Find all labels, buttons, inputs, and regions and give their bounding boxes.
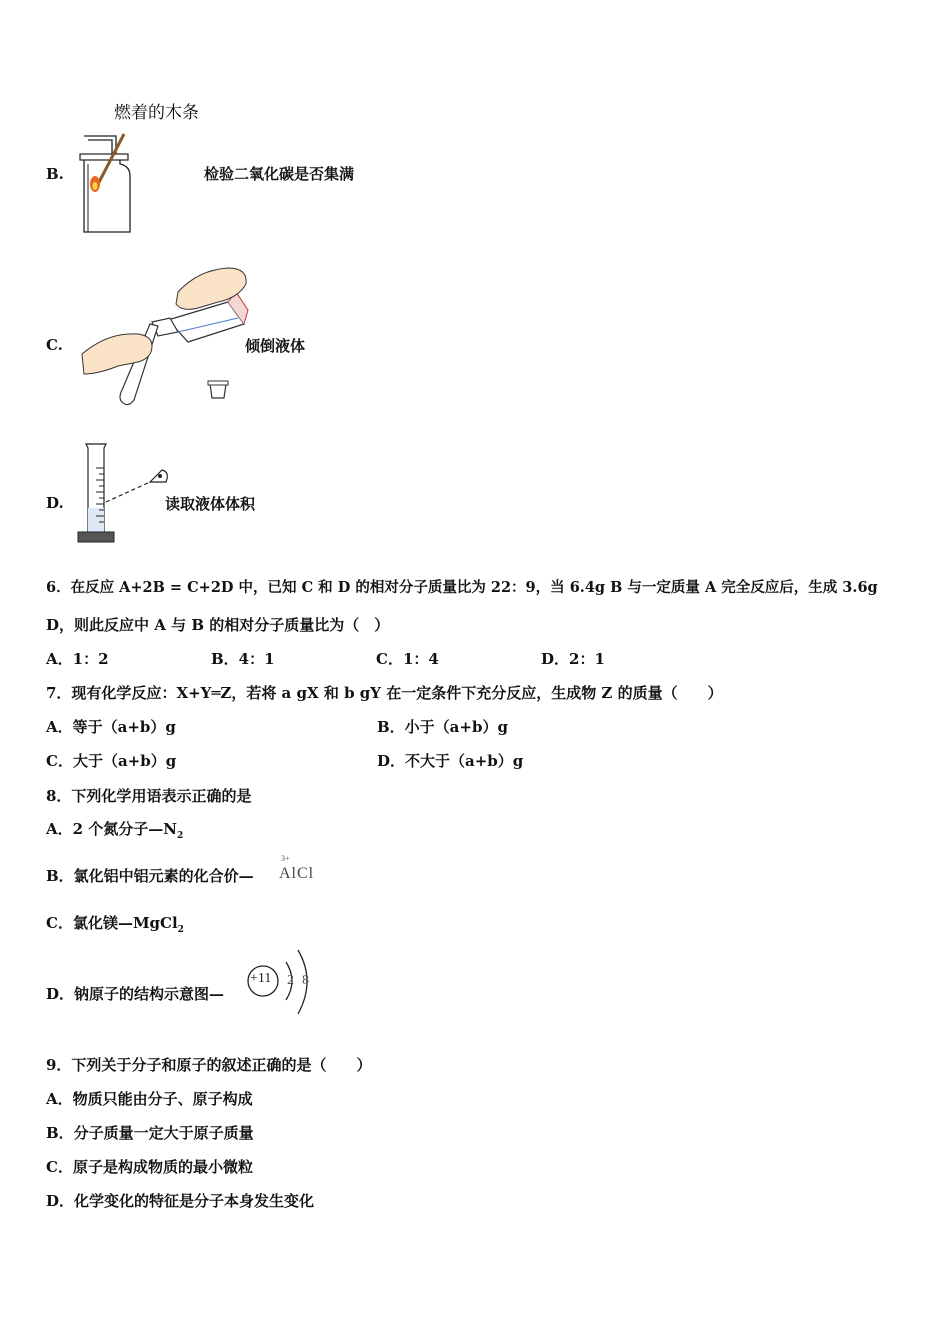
q9-option-c: C．原子是构成物质的最小微粒 — [46, 1158, 253, 1176]
q8-option-c — [46, 913, 184, 940]
sodium-nucleus-charge: +11 — [250, 971, 272, 986]
option-c-text: 倾倒液体 — [245, 337, 306, 355]
graduated-cylinder-illustration — [76, 438, 176, 548]
q8-stem: 8．下列化学用语表示正确的是 — [46, 787, 252, 805]
pouring-liquid-illustration — [78, 262, 253, 410]
q6-stem-line2: D，则此反应中 A 与 B 的相对分子质量比为（ ） — [46, 616, 390, 634]
q6-option-c: C．1：4 — [376, 650, 439, 668]
q8-option-c-text: C．氯化镁—MgCl — [46, 914, 178, 932]
q9-option-a: A．物质只能由分子、原子构成 — [46, 1090, 253, 1108]
q8-option-a-subscript: 2 — [177, 831, 184, 841]
q8-option-b: B．氯化铝中铝元素的化合价— — [46, 867, 254, 885]
q7-option-d: D．不大于（a+b）g — [377, 752, 524, 770]
q8-option-c-subscript: 2 — [177, 925, 184, 935]
sodium-shell-1-electrons: 2 — [287, 973, 294, 988]
q7-stem: 7．现有化学反应：X+Y═Z，若将 a gX 和 b gY 在一定条件下充分反应，生成物 Z 的质量（ ） — [46, 684, 723, 702]
q8-option-a-text: A．2 个氮分子—N — [46, 820, 178, 838]
figure-b-caption: 燃着的木条 — [114, 103, 199, 123]
q9-stem: 9．下列关于分子和原子的叙述正确的是（ ） — [46, 1056, 372, 1074]
q9-option-d: D．化学变化的特征是分子本身发生变化 — [46, 1192, 315, 1210]
q7-option-a: A．等于（a+b）g — [46, 718, 176, 736]
option-c-letter: C. — [46, 336, 63, 354]
q6-stem-line1: 6．在反应 A+2B = C+2D 中，已知 C 和 D 的相对分子质量比为 22：9，当 6.4g B 与一定质量 A 完全反应后，生成 3.6g — [46, 579, 878, 596]
option-d-text: 读取液体体积 — [165, 495, 256, 513]
q9-option-b: B．分子质量一定大于原子质量 — [46, 1124, 254, 1142]
option-b-text: 检验二氧化碳是否集满 — [204, 165, 355, 183]
q8-option-b-valence: 3+ — [281, 854, 290, 863]
q6-option-a: A．1：2 — [46, 650, 109, 668]
q8-option-a — [46, 819, 183, 846]
q8-option-d: D．钠原子的结构示意图— — [46, 985, 225, 1003]
option-d-letter: D. — [46, 494, 64, 512]
q6-option-d: D．2：1 — [541, 650, 605, 668]
sodium-shell-2-electrons: 8 — [302, 973, 309, 988]
q6-option-b: B．4：1 — [211, 650, 275, 668]
q7-option-c: C．大于（a+b）g — [46, 752, 177, 770]
option-b-letter: B. — [46, 165, 64, 183]
gas-bottle-illustration — [76, 128, 146, 236]
q8-option-b-formula: AlCl — [279, 865, 315, 882]
q7-option-b: B．小于（a+b）g — [377, 718, 508, 736]
